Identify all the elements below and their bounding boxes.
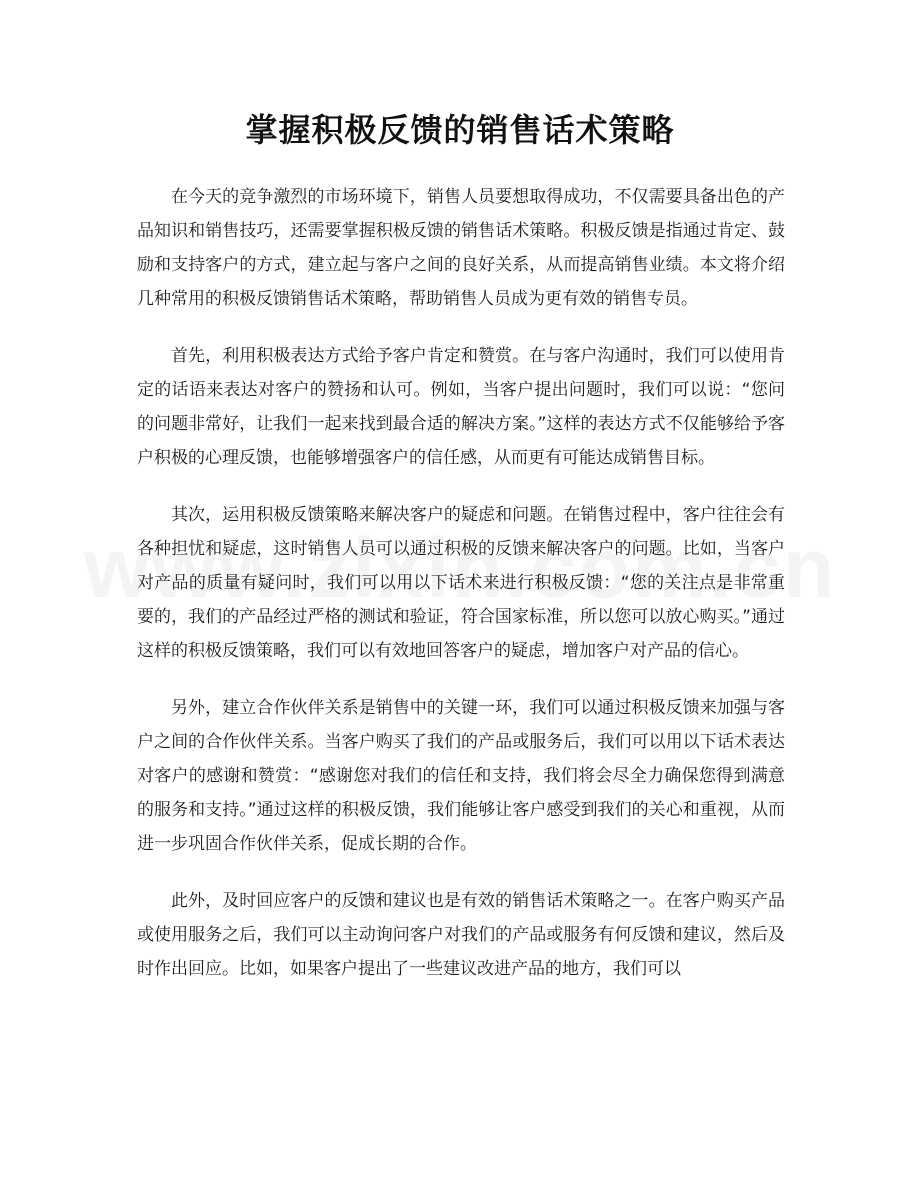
paragraph-timely-response: 此外，及时回应客户的反馈和建议也是有效的销售话术策略之一。在客户购买产品或使用服务之后，我们可以主动询问客户对我们的产品或服务有何反馈和建议，然后及时作出回应。比如，如果客户提出了一些建议改进产品的地方，我们可以 — [137, 891, 785, 979]
paragraph-resolve-doubts: 其次，运用积极反馈策略来解决客户的疑虑和问题。在销售过程中，客户往往会有各种担忧和疑虑，这时销售人员可以通过积极的反馈来解决客户的问题。比如，当客户对产品的质量有疑问时，我们可以用以下话术来进行积极反馈：“您的关注点是非常重要的，我们的产品经过严格的测试和验证，符合国家标准，所以您可以放心购买。”通过这样的积极反馈策略，我们可以有效地回答客户的疑虑，增加客户对产品的信心。 — [137, 505, 785, 661]
paragraph-positive-expression: 首先，利用积极表达方式给予客户肯定和赞赏。在与客户沟通时，我们可以使用肯定的话语来表达对客户的赞扬和认可。例如，当客户提出问题时，我们可以说：“您问的问题非常好，让我们一起来找到最合适的解决方案。”这样的表达方式不仅能够给予客户积极的心理反馈，也能够增强客户的信任感，从而更有可能达成销售目标。 — [137, 346, 785, 468]
paragraph-partnership: 另外，建立合作伙伴关系是销售中的关键一环，我们可以通过积极反馈来加强与客户之间的合作伙伴关系。当客户购买了我们的产品或服务后，我们可以用以下话术表达对客户的感谢和赞赏：“感谢您对我们的信任和支持，我们将会尽全力确保您得到满意的服务和支持。”通过这样的积极反馈，我们能够让客户感受到我们的关心和重视，从而进一步巩固合作伙伴关系，促成长期的合作。 — [137, 698, 785, 854]
paragraph-intro: 在今天的竞争激烈的市场环境下，销售人员要想取得成功，不仅需要具备出色的产品知识和销售技巧，还需要掌握积极反馈的销售话术策略。积极反馈是指通过肯定、鼓励和支持客户的方式，建立起与客户之间的良好关系，从而提高销售业绩。本文将介绍几种常用的积极反馈销售话术策略，帮助销售人员成为更有效的销售专员。 — [137, 187, 785, 309]
document-title: 掌握积极反馈的销售话术策略 — [245, 111, 675, 149]
document-body — [137, 180, 785, 1009]
